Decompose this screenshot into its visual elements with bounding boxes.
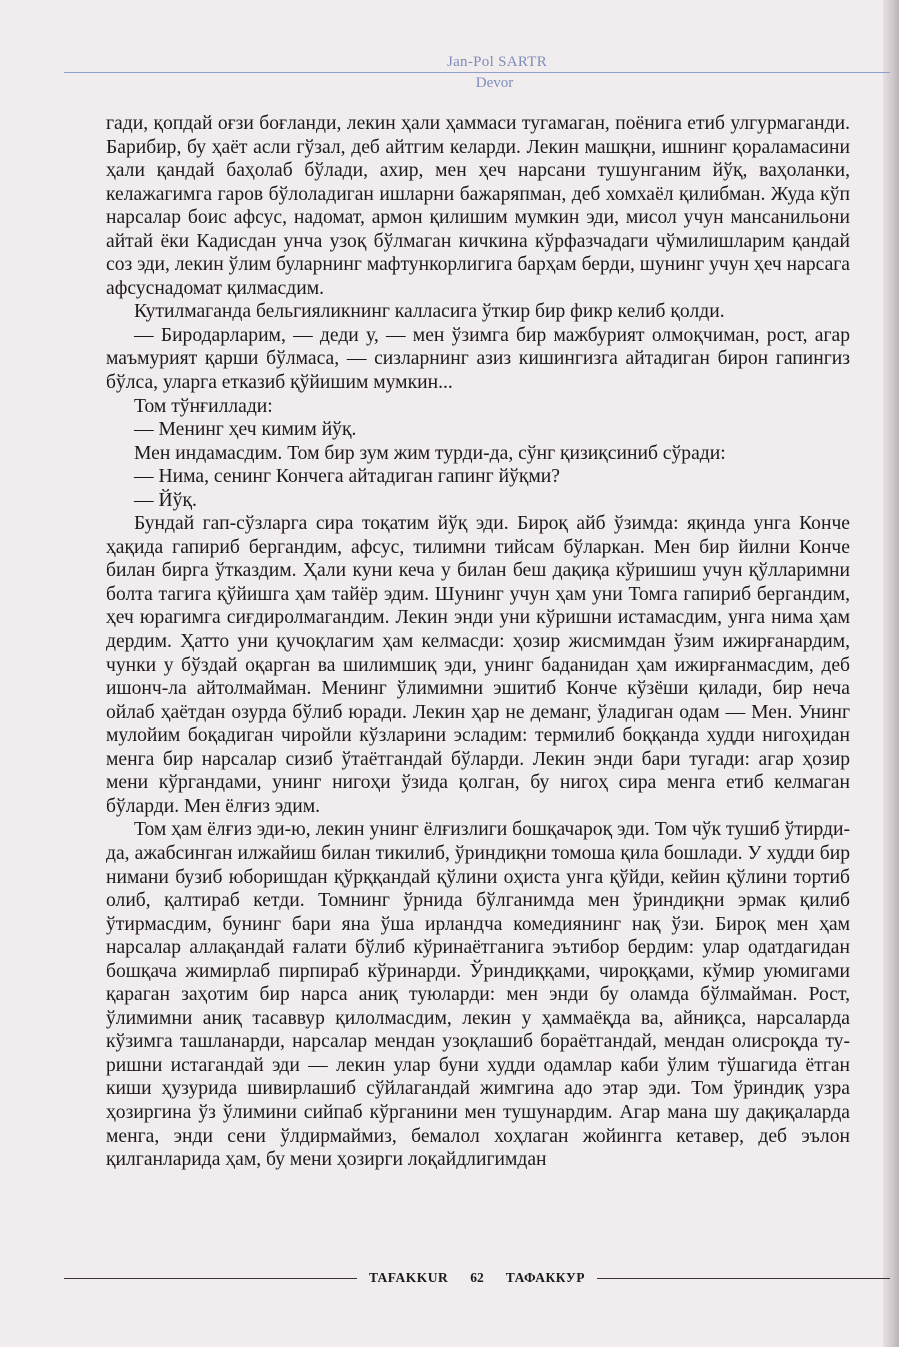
header-work-title: Devor bbox=[475, 75, 514, 91]
paragraph: — Йўқ. bbox=[134, 489, 197, 511]
footer-rule-left bbox=[64, 1278, 357, 1279]
paragraph: Том тўнғиллади: bbox=[134, 395, 273, 417]
paragraph: — Биродарларим, — деди у, — мен ўзимга бир мажбурият олмоқчиман, рост, агар маъмурият қарши бўлмаса, — сизларнинг азиз кишингизга айтадиган бирон гапингиз бўлса, уларга етказиб қўйишим мумкин... bbox=[106, 324, 850, 394]
page-number: 62 bbox=[470, 1270, 484, 1285]
header-rule bbox=[64, 72, 890, 73]
page-edge-shadow bbox=[883, 0, 899, 1347]
footer-magazine-latin: TAFAKKUR bbox=[369, 1270, 449, 1285]
paragraph: — Менинг ҳеч кимим йўқ. bbox=[134, 419, 357, 441]
footer-rule-right bbox=[597, 1278, 890, 1279]
paragraph: — Нима, сенинг Кончега айтадиган гапинг йўқми? bbox=[134, 466, 560, 488]
article-body bbox=[106, 112, 850, 1172]
header-author: Jan-Pol SARTR bbox=[446, 54, 548, 70]
paragraph: Бундай гап-сўзларга сира тоқатим йўқ эди. Бироқ айб ўзимда: яқинда унга Конче ҳақида гапириб бергандим, афсус, тилимни тийсам бўларкан. Мен бир йилни Конче билан бирга ўтказдим. Ҳали куни кеча у билан беш дақиқа кўришиш учун қўлларимни болта тагига қўйишга ҳам тайёр эдим. Шунинг учун ҳам уни Томга гапириб бергандим, ҳеч юрагимга сиғдиролмагандим. Лекин энди уни кўришни истамасдим, унга нима ҳам дердим. Ҳатто уни қучоқлагим ҳам келмасди: ҳозир жисмимдан ўзим ижирғанардим, чунки у бўздай оқарган ва шилимшиқ эди, унинг баданидан ҳам ижирғанмасдим, деб ишонч-ла айтолмайман. Менинг ўлимимни эшитиб Конче кўзёши қилади, бир неча ойлаб ҳаётдан озурда бўлиб юради. Лекин ҳар не деманг, ўладиган одам — Мен. Унинг мулойим боқадиган чиройли кўзларини эсладим: термилиб боққанда худди нигоҳидан менга бир нарсалар сизиб ўтаётгандай бўларди. Лекин энди бари тугади: агар ҳозир мени кўргандами, унинг нигоҳи ўзида қолган, бу нигоҳ сира менга етиб келмаган бўларди. Мен ёлғиз эдим. bbox=[106, 513, 850, 817]
paragraph: гади, қопдай оғзи боғланди, лекин ҳали ҳаммаси тугамаган, поёнига етиб улгурмаганди. Барибир, бу ҳаёт асли гўзал, деб айтгим келарди. Лекин машқни, ишнинг қораламасини ҳали қандай баҳолаб бўлади, ахир, мен ҳеч нарсани тушунганим йўқ, ваҳоланки, келажагимга гаров бўлоладиган ишларни бажаряпман, деб хомхаёл қилибман. Жуда кўп нарсалар боис афсус, надомат, армон қилишим мумкин эди, мисол учун мансанильони айтай ёки Кадисдан унча узоқ бўлмаган кичкина кўрфазчадаги чўмилишларим қандай соз эди, лекин ўлим буларнинг мафтункорлигига барҳам берди, шунинг учун ҳеч нарсага афсуснадомат қилмасдим. bbox=[106, 113, 851, 299]
running-header bbox=[0, 52, 899, 94]
page-footer bbox=[64, 1268, 890, 1288]
paragraph: Мен индамасдим. Том бир зум жим турди-да, сўнг қизиқсиниб сўради: bbox=[134, 442, 726, 464]
paragraph: Кутилмаганда бельгияликнинг калласига ўткир бир фикр келиб қолди. bbox=[134, 301, 725, 323]
paragraph: Том ҳам ёлғиз эди-ю, лекин унинг ёлғизлиги бошқачароқ эди. Том чўк тушиб ўтирди-да, ажабсинган илжайиш билан тикилиб, ўриндиқни томоша қила бошлади. У худди бир нимани бузиб юборишдан қўрққандай қўлини оҳиста унга қўйди, кейин қўлини тортиб олиб, қалтираб кетди. Томнинг ўрнида бўлганимда мен ўриндиқни эрмак қилиб ўтирмасдим, бунинг бари яна ўша ирландча комедиянинг нақ ўзи. Бироқ мен ҳам нарсалар аллақандай ғалати бўлиб кўринаётганига эътибор бердим: улар одатдагидан бошқача жимирлаб пирпираб кўринарди. Ўриндиққами, чироққами, кўмир уюмигами қараган заҳотим бир нарса аниқ туюларди: мен энди бу оламда бўлмайман. Рост, ўлимимни аниқ тасаввур қилолмасдим, лекин у ҳаммаёқда ва, айниқса, нарсаларда кўзимга ташланарди, нарсалар мендан узоқлашиб бораётгандай, мендан олисроқда туришни истагандай эди — лекин улар буни худди одамлар каби ўлим тўшагида ётган киши ҳузурида шивирлашиб сўйлагандай жимгина адо этар эди. Том ўриндиқ узра ҳозиргина ўз ўлимини сийпаб кўрганини мен тушунардим. Агар мана шу дақиқаларда менга, энди сени ўлдирмаймиз, бемалол хоҳлаган жойингга кетавер, деб эълон қилганларида ҳам, бу мени ҳозирги лоқайдлигимдан bbox=[106, 819, 850, 1171]
footer-magazine-cyrillic: ТАФАККУР bbox=[505, 1270, 585, 1285]
